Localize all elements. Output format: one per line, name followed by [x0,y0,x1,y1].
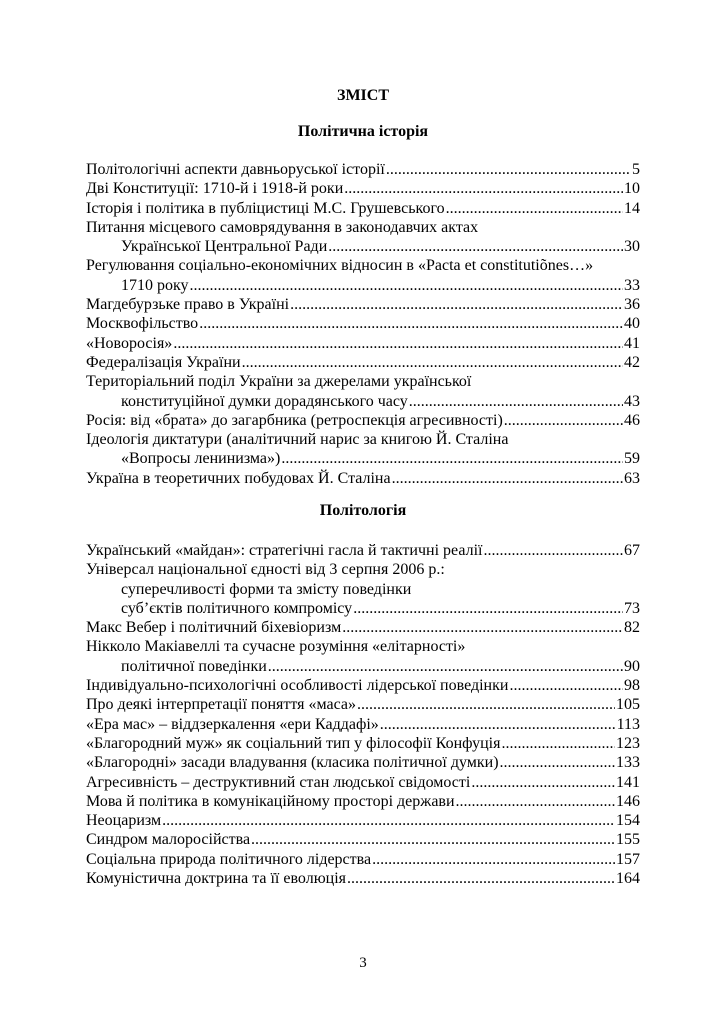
toc-entry-title: Політологічні аспекти давньоруської історії [86,161,385,178]
toc-entry-page: 33 [624,276,640,294]
toc-entry-title: Дві Конституції: 1710-й і 1918-й роки [86,180,344,198]
toc-entry-title: Нікколо Макіавеллі та сучасне розуміння «елітарності» [86,638,466,656]
dot-leader [456,792,615,811]
dot-leader [199,314,623,333]
toc-entry-title: Агресивність – деструктивний стан людської свідомості [86,773,471,791]
toc-entry-line [86,334,640,353]
toc-entry-title: політичної поведінки [121,657,267,675]
toc-entry-title: Мова й політика в комунікаційному просторі держави [86,792,455,810]
dot-leader [162,811,615,830]
toc-entry-line [86,218,640,237]
toc-entry-line [86,295,640,314]
toc-entry-page: 43 [624,392,640,410]
toc-entry [86,792,640,811]
toc-entry-line [86,560,640,579]
dot-leader [342,618,623,637]
toc-entry-line [86,449,640,468]
toc-entry-line [86,179,640,198]
toc-political-science [86,541,640,888]
dot-leader [380,715,616,734]
toc-entry-page: 73 [624,599,640,617]
dot-leader [500,753,615,772]
toc-entry-line [86,372,640,391]
dot-leader [173,334,623,353]
section-heading-political-science: Політологія [319,502,407,519]
toc-entry-title: Москвофільство [86,315,199,333]
toc-entry-title: «Вопросы ленинизма») [121,450,281,468]
toc-entry-title: Питання місцевого самоврядування в законодавчих актах [86,218,479,236]
toc-entry-line [86,160,640,179]
toc-entry [86,560,640,618]
toc-entry [86,715,640,734]
dot-leader [386,160,631,179]
toc-entry-page: 36 [624,296,640,314]
toc-entry-line [86,411,640,430]
toc-entry-page: 157 [616,850,640,868]
toc-entry [86,160,640,179]
toc-entry-title: Історія і політика в публіцистиці М.С. Грушевського [86,199,445,217]
page-title: ЗМІСТ [337,87,389,104]
toc-entry [86,334,640,353]
toc-entry-line [86,541,640,560]
toc-entry-title: Індивідуально-психологічні особливості лідерської поведінки [86,677,509,695]
dot-leader [446,199,623,218]
page-number: 3 [359,955,367,971]
toc-entry-page: 67 [624,542,640,559]
toc-entry-title: Універсал національної єдності від 3 серпня 2006 р.: [86,561,445,579]
dot-leader [290,295,623,314]
toc-entry [86,695,640,714]
toc-entry-page: 123 [616,734,640,752]
toc-entry-page: 40 [624,315,640,333]
toc-entry-page: 141 [616,773,640,791]
toc-entry-line [86,657,640,676]
dot-leader [392,469,623,488]
toc-entry [86,676,640,695]
toc-entry [86,256,640,295]
toc-entry-line [86,353,640,372]
toc-entry-title: суб’єктів політичного компромісу [121,599,353,617]
toc-entry-page: 46 [624,411,640,429]
toc-entry-title: Макс Вебер і політичний біхевіоризм [86,619,342,637]
toc-entry-page: 105 [616,696,640,714]
toc-entry-title: «Благородні» засади владування (класика політичної думки) [86,754,499,772]
toc-entry-line [86,792,640,811]
toc-entry [86,199,640,218]
toc-entry [86,811,640,830]
toc-entry-title: Української Центральної Ради [121,238,328,256]
toc-entry-page: 82 [624,619,640,637]
toc-entry-page: 133 [616,754,640,772]
toc-political-history [86,160,640,488]
toc-entry [86,773,640,792]
dot-leader [347,869,615,888]
toc-entry [86,753,640,772]
toc-entry-title: Регулювання соціально-економічних відносин в «Pacta et constitutiõnes…» [86,257,594,275]
dot-leader [509,676,623,695]
dot-leader [372,850,615,869]
dot-leader [344,179,623,198]
toc-entry-line [86,734,640,753]
toc-entry [86,314,640,333]
dot-leader [353,599,623,618]
toc-entry [86,830,640,849]
toc-entry-line [86,869,640,888]
toc-entry [86,850,640,869]
toc-entry [86,618,640,637]
dot-leader [483,541,623,560]
dot-leader [190,276,623,295]
toc-entry-title: Неоцаризм [86,812,162,830]
toc-entry-line [86,256,640,275]
toc-entry-line [86,830,640,849]
toc-entry-title: Про деякі інтерпретації поняття «маса» [86,696,357,714]
toc-entry-title: «Благородний муж» як соціальний тип у філософії Конфуція [86,734,501,752]
toc-entry-line [86,637,640,656]
toc-entry-page: 5 [632,161,640,178]
toc-entry-page: 59 [624,450,640,468]
toc-entry [86,734,640,753]
toc-entry-page: 146 [616,792,640,810]
toc-entry-line [86,753,640,772]
dot-leader [328,237,623,256]
toc-entry-page: 63 [624,469,640,487]
toc-entry-line [86,715,640,734]
toc-entry-line [86,811,640,830]
dot-leader [251,830,615,849]
toc-entry-line [86,676,640,695]
toc-entry-page: 30 [624,238,640,256]
toc-entry-line [86,430,640,449]
toc-entry [86,179,640,198]
toc-entry [86,869,640,888]
toc-entry-line [86,850,640,869]
toc-entry [86,430,640,469]
toc-entry-title: 1710 року [121,276,189,294]
toc-entry-page: 90 [624,657,640,675]
toc-entry-line [86,580,640,599]
toc-entry-line [86,314,640,333]
toc-entry [86,218,640,257]
toc-entry-title: Україна в теоретичних побудовах Й. Сталіна [86,469,391,487]
toc-entry-page: 42 [624,353,640,371]
dot-leader [409,392,623,411]
toc-entry-title: «Новоросія» [86,334,173,352]
toc-entry-line [86,695,640,714]
dot-leader [357,695,615,714]
dot-leader [242,353,623,372]
dot-leader [471,773,615,792]
toc-entry-line [86,199,640,218]
dot-leader [281,449,623,468]
toc-entry-page: 154 [616,812,640,830]
toc-entry-title: Територіальний поділ України за джерелами української [86,373,472,391]
toc-entry-title: «Ера мас» – віддзеркалення «ери Каддафі» [86,715,379,733]
toc-entry-title: Ідеологія диктатури (аналітичний нарис за книгою Й. Сталіна [86,431,509,449]
toc-entry-line [86,599,640,618]
toc-entry [86,637,640,676]
toc-entry-line [86,618,640,637]
toc-entry [86,469,640,488]
toc-entry-title: Соціальна природа політичного лідерства [86,850,372,868]
toc-entry [86,541,640,560]
toc-entry-page: 10 [624,180,640,198]
toc-entry-title: Синдром малоросійства [86,831,251,849]
section-heading-political-history: Політична історія [297,123,429,140]
toc-entry-page: 41 [624,334,640,352]
toc-entry [86,353,640,372]
toc-entry-line [86,237,640,256]
toc-entry-title: Український «майдан»: стратегічні гасла й тактичні реалії [86,542,483,559]
toc-entry-page: 164 [616,870,640,888]
toc-entry-page: 14 [624,199,640,217]
toc-entry-page: 155 [616,831,640,849]
toc-entry-line [86,392,640,411]
toc-entry-line [86,276,640,295]
dot-leader [268,657,623,676]
dot-leader [504,411,623,430]
toc-entry [86,411,640,430]
toc-entry-title: Росія: від «брата» до загарбника (ретроспекція агресивності) [86,411,503,429]
toc-entry-title: Магдебурзьке право в Україні [86,296,290,314]
toc-entry-title: Федералізація України [86,353,241,371]
toc-entry-line [86,469,640,488]
toc-entry-title: Комуністична доктрина та її еволюція [86,870,347,888]
toc-entry-page: 98 [624,677,640,695]
toc-entry-page: 113 [616,715,640,733]
toc-entry-title: конституційної думки дорадянського часу [121,392,408,410]
toc-entry [86,372,640,411]
toc-entry [86,295,640,314]
toc-entry-title: суперечливості форми та змісту поведінки [121,580,412,598]
toc-entry-line [86,773,640,792]
dot-leader [501,734,615,753]
